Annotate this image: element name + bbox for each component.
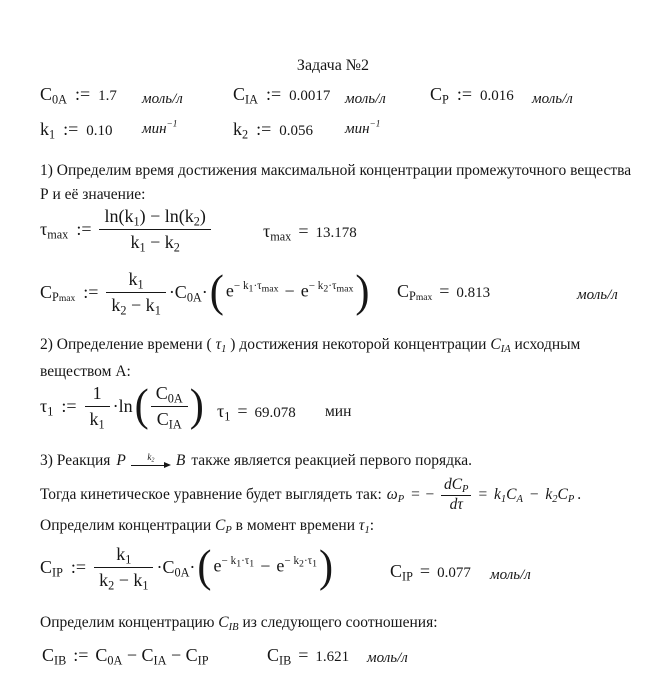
run: k xyxy=(233,119,242,139)
exponent xyxy=(221,554,255,570)
page-title: Задача №2 xyxy=(296,57,370,74)
run: C xyxy=(233,84,246,104)
unit-cp: моль/л xyxy=(532,91,573,107)
subscript: max xyxy=(336,283,354,295)
run: − k xyxy=(233,279,249,292)
run: ω xyxy=(386,486,398,503)
region-tau-max-def[interactable] xyxy=(40,206,211,255)
close-paren: ) xyxy=(355,266,370,318)
run: τ xyxy=(40,395,48,416)
subscript: 0A xyxy=(174,565,190,580)
run: k xyxy=(147,452,152,462)
region-cpmax-def[interactable] xyxy=(40,266,371,318)
sub-subscript: max xyxy=(415,292,433,304)
numerator xyxy=(151,384,188,406)
subscript: IB xyxy=(279,653,292,668)
equals-operator: = xyxy=(477,486,488,503)
subscript: 0A xyxy=(167,391,183,406)
run: − k xyxy=(145,231,174,252)
run: ) − ln(k xyxy=(139,206,194,226)
right-arrow-icon xyxy=(131,461,171,469)
run: · xyxy=(201,281,208,302)
run: ·τ xyxy=(241,554,250,567)
run: C xyxy=(506,486,517,503)
value: 1.621 xyxy=(315,649,350,665)
colon: : xyxy=(369,517,375,534)
run: ) xyxy=(199,206,206,226)
run: C xyxy=(155,383,168,403)
subscript: 1 xyxy=(364,524,370,536)
var-k2 xyxy=(233,119,249,142)
var-tau1 xyxy=(217,401,231,424)
unit-c0a: моль/л xyxy=(142,91,183,107)
subscript: IB xyxy=(54,653,67,668)
section4-line1 xyxy=(40,611,438,635)
run: − k xyxy=(126,294,155,315)
run: ·C xyxy=(156,556,175,577)
var-cip xyxy=(390,561,413,584)
fraction xyxy=(85,383,110,432)
var-cpmax xyxy=(397,281,433,304)
run: C xyxy=(390,561,403,581)
subscript: 1 xyxy=(142,578,149,593)
sub-subscript: max xyxy=(58,293,76,305)
run: C xyxy=(557,486,568,503)
run: ·τ xyxy=(328,279,337,292)
run: e xyxy=(213,555,222,576)
var-b: B xyxy=(175,452,186,469)
subscript: 1 xyxy=(221,343,227,355)
subscript: 1 xyxy=(312,558,318,570)
subscript: IP xyxy=(52,565,63,580)
region-tau1-def[interactable] xyxy=(40,380,206,432)
assign-operator: := xyxy=(83,281,99,302)
run: ·τ xyxy=(303,554,313,567)
arrow-rate-label xyxy=(147,452,155,464)
run: k xyxy=(130,231,140,252)
derivative-fraction xyxy=(441,477,472,513)
equals-operator: = xyxy=(419,561,431,581)
subscript: P xyxy=(462,484,469,496)
run: C xyxy=(397,281,410,301)
section3-line1 xyxy=(40,449,472,473)
numerator xyxy=(441,477,472,494)
subscript: 1 xyxy=(47,404,54,419)
run: C xyxy=(40,556,53,577)
close-paren: ) xyxy=(319,541,334,593)
paren-group xyxy=(208,266,372,318)
minus-operator: − xyxy=(284,280,295,301)
run: − k xyxy=(114,569,143,590)
run: k xyxy=(40,119,49,139)
subscript: 1 xyxy=(224,409,231,424)
run: C xyxy=(430,84,443,104)
equals-operator: = xyxy=(439,281,450,301)
section2-line1 xyxy=(40,333,580,357)
subscript: 1 xyxy=(154,303,161,318)
subscript: 0A xyxy=(107,653,123,668)
subscript: 2 xyxy=(120,303,127,318)
var-cib xyxy=(267,645,292,668)
var-cp xyxy=(215,517,232,534)
run: k xyxy=(128,269,138,289)
subscript: 2 xyxy=(173,240,180,255)
exponent xyxy=(233,279,279,295)
var-cia xyxy=(490,336,510,353)
numerator xyxy=(94,545,153,567)
run: 3) Реакция xyxy=(40,452,111,469)
run: · xyxy=(189,556,196,577)
region-cpmax-result[interactable] xyxy=(397,281,490,302)
run: τ xyxy=(215,336,222,353)
region-k2[interactable] xyxy=(233,119,313,140)
assign-operator: := xyxy=(256,119,272,139)
subscript: 2 xyxy=(151,457,155,464)
run: k xyxy=(545,486,553,503)
subscript: 1 xyxy=(139,240,146,255)
run: P xyxy=(52,290,59,305)
section3-line2 xyxy=(40,477,581,513)
var-cp xyxy=(430,84,449,107)
equals-operator: = xyxy=(298,221,309,241)
subscript: max xyxy=(270,229,292,244)
subscript: 1 xyxy=(249,558,255,570)
text-line: 1) Определим время достижения максимальной концентрации промежуточного вещества xyxy=(40,162,632,179)
minus-operator: − xyxy=(260,555,271,576)
var-tau1 xyxy=(216,336,227,353)
run: τ xyxy=(217,401,225,421)
unit-cib: моль/л xyxy=(367,650,408,666)
run: k xyxy=(89,408,99,429)
run: ·C xyxy=(168,281,187,302)
fraction xyxy=(99,206,210,255)
unit-cip: моль/л xyxy=(490,567,531,583)
text-line: Р и её значение: xyxy=(40,186,146,203)
run: исходным xyxy=(510,336,581,353)
region-c0a[interactable] xyxy=(40,84,117,105)
open-paren: ( xyxy=(134,380,149,432)
run: e xyxy=(225,280,234,301)
run: в момент времени xyxy=(231,517,359,534)
subscript: 1 xyxy=(500,493,507,505)
subscript: 1 xyxy=(236,558,242,570)
value: 69.078 xyxy=(254,405,296,421)
region-cip-result[interactable] xyxy=(390,561,471,582)
run: − k xyxy=(308,279,324,292)
run: C xyxy=(95,645,108,665)
run: C xyxy=(42,645,55,665)
run: C xyxy=(490,336,501,353)
subscript: 2 xyxy=(108,578,115,593)
denominator: dτ xyxy=(441,495,472,513)
run: Тогда кинетическое уравнение будет выглядеть так: xyxy=(40,486,382,503)
inner-fraction xyxy=(151,383,188,432)
subscript: 1 xyxy=(125,552,132,567)
paren-group xyxy=(195,541,335,593)
assign-operator: := xyxy=(76,218,92,239)
run: − k xyxy=(284,554,300,567)
superscript: −1 xyxy=(369,119,381,130)
value: 13.178 xyxy=(315,225,357,241)
run: ln(k xyxy=(104,206,134,226)
value: 0.056 xyxy=(279,123,314,139)
section1-text xyxy=(40,159,631,207)
run: P xyxy=(409,289,416,304)
run: C xyxy=(267,645,280,665)
var-c0a xyxy=(40,84,67,107)
run: из следующего соотношения: xyxy=(238,614,438,631)
superscript: −1 xyxy=(166,119,178,130)
var-tau-max xyxy=(40,219,68,240)
subscript: IP xyxy=(197,653,209,668)
denominator xyxy=(106,292,165,318)
subscript: 1 xyxy=(98,417,105,432)
run: также является реакцией первого порядка. xyxy=(191,452,473,469)
run: k xyxy=(111,294,121,315)
var-cia xyxy=(233,84,258,107)
denominator xyxy=(94,567,153,593)
multiplier-c0a xyxy=(169,282,208,303)
subscript: IA xyxy=(168,417,182,432)
value: 1.7 xyxy=(98,88,117,104)
numerator xyxy=(99,207,210,229)
run: dC xyxy=(443,476,463,494)
subscript: P xyxy=(397,493,405,505)
value: 0.077 xyxy=(437,565,471,581)
section3-line3 xyxy=(40,514,374,538)
run: τ xyxy=(40,218,48,239)
fraction xyxy=(106,269,165,318)
subscript: A xyxy=(516,493,523,505)
exponent xyxy=(284,554,318,570)
section2-line2: веществом А: xyxy=(40,363,131,380)
var-cib xyxy=(42,645,67,668)
run: − C xyxy=(122,645,154,665)
value: 0.016 xyxy=(479,88,514,104)
multiplier-c0a xyxy=(156,557,195,578)
subscript: IA xyxy=(153,653,167,668)
run: e xyxy=(300,280,309,301)
subscript: IA xyxy=(245,92,258,107)
region-cib-def[interactable] xyxy=(42,645,209,666)
var-p: P xyxy=(116,452,126,469)
fraction xyxy=(94,544,153,593)
assign-operator: := xyxy=(265,84,282,104)
subscript: 2 xyxy=(299,558,304,570)
assign-operator: := xyxy=(74,84,91,104)
var-omega xyxy=(387,483,404,507)
run: 2) Определение времени ( xyxy=(40,336,216,353)
region-tau1-result[interactable] xyxy=(217,401,296,422)
assign-operator: := xyxy=(61,395,77,416)
subscript: 1 xyxy=(248,283,254,295)
region-cip-def[interactable] xyxy=(40,541,335,593)
assign-operator: := xyxy=(456,84,472,104)
numerator xyxy=(106,270,165,292)
equals-operator: = xyxy=(237,401,248,421)
run: k xyxy=(493,486,501,503)
run: Определим концентрацию xyxy=(40,614,219,631)
var-k1 xyxy=(40,119,56,142)
run: C xyxy=(215,517,226,534)
region-cp[interactable] xyxy=(430,84,514,105)
run: − k xyxy=(221,554,237,567)
subscript xyxy=(52,290,75,304)
unit-cia: моль/л xyxy=(345,91,386,107)
region-k1[interactable] xyxy=(40,119,113,140)
term-k2cp xyxy=(545,483,574,507)
run: C xyxy=(156,408,169,429)
subscript: 1 xyxy=(137,277,144,292)
subscript: 1 xyxy=(133,214,140,229)
denominator xyxy=(85,406,110,432)
var-tau1 xyxy=(359,517,370,534)
assign-operator: := xyxy=(63,119,79,139)
subscript: max xyxy=(47,227,69,242)
period: . xyxy=(577,486,582,503)
denominator xyxy=(151,406,188,432)
denominator xyxy=(99,229,210,255)
run: k xyxy=(99,569,109,590)
unit-k2 xyxy=(345,121,380,138)
term-k1ca xyxy=(494,483,523,507)
run: τ xyxy=(263,221,271,241)
equals-minus: = − xyxy=(410,486,435,503)
subscript: P xyxy=(225,524,232,536)
reaction-arrow xyxy=(131,453,171,469)
value: 0.813 xyxy=(456,285,491,301)
exponent xyxy=(308,279,354,295)
assign-operator: := xyxy=(70,556,87,577)
run: C xyxy=(218,614,229,631)
subscript: IB xyxy=(228,621,239,633)
close-paren: ) xyxy=(189,380,204,432)
open-paren: ( xyxy=(197,541,212,593)
subscript xyxy=(409,289,432,303)
run: C xyxy=(40,84,53,104)
minus-operator: − xyxy=(528,486,540,503)
run: ) достижения некоторой концентрации xyxy=(226,336,491,353)
var-cpmax xyxy=(40,282,75,303)
subscript: P xyxy=(567,493,575,505)
subscript: P xyxy=(442,92,449,107)
subscript: IA xyxy=(500,343,511,355)
run: ·τ xyxy=(253,279,262,292)
var-cip xyxy=(40,557,63,578)
subscript: 0A xyxy=(52,92,67,107)
value: 0.0017 xyxy=(289,88,331,104)
unit-tau1: мин xyxy=(325,403,352,420)
subscript: 0A xyxy=(186,290,202,305)
region-tau-max-result[interactable] xyxy=(263,221,357,242)
run: − C xyxy=(166,645,198,665)
run: τ xyxy=(358,517,365,534)
equals-operator: = xyxy=(298,645,309,665)
open-paren: ( xyxy=(209,266,224,318)
unit-k1 xyxy=(142,121,177,138)
assign-operator: := xyxy=(73,645,89,665)
run: C xyxy=(40,281,53,302)
numerator: 1 xyxy=(92,383,102,403)
region-cia[interactable] xyxy=(233,84,330,105)
subscript: IP xyxy=(402,569,413,584)
run: мин xyxy=(345,121,370,137)
var-cib xyxy=(218,614,238,631)
run: k xyxy=(116,544,126,564)
value: 0.10 xyxy=(86,123,113,139)
subscript: 2 xyxy=(552,493,558,505)
region-cib-result[interactable] xyxy=(267,645,349,666)
subscript: 2 xyxy=(323,283,329,295)
subscript: 1 xyxy=(49,127,56,142)
subscript: 2 xyxy=(193,214,200,229)
ln-operator: ·ln xyxy=(112,395,133,416)
var-tau-max xyxy=(263,221,292,244)
run: Определим концентрации xyxy=(40,517,216,534)
run: e xyxy=(276,555,285,576)
var-tau1 xyxy=(40,396,53,417)
subscript: 2 xyxy=(242,127,249,142)
run: мин xyxy=(142,121,167,137)
subscript: max xyxy=(261,283,279,295)
unit-cpmax: моль/л xyxy=(577,287,618,303)
